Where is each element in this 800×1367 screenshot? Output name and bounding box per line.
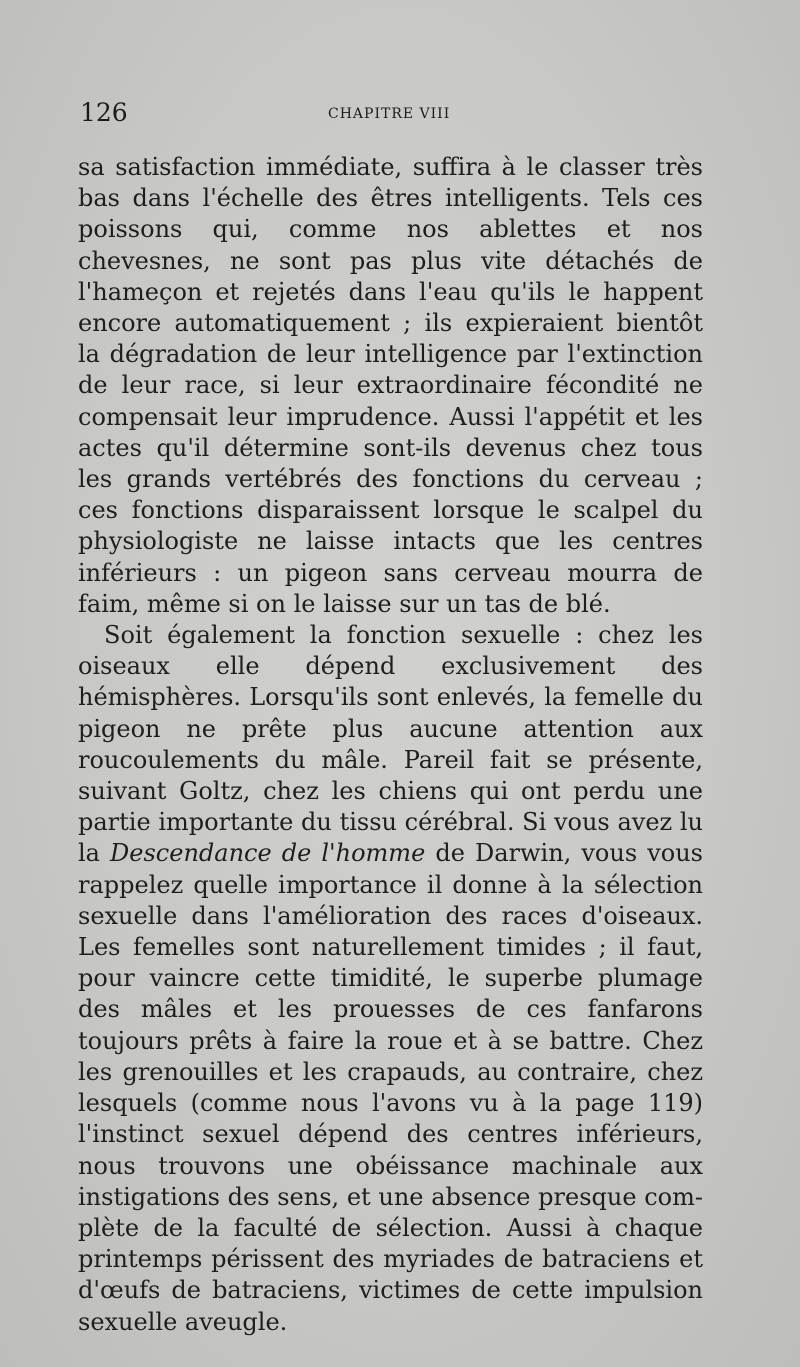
page-number: 126	[80, 98, 128, 127]
paragraph-text-before-title: Soit également la fonction sexuelle : chez les oiseaux elle dépend exclusivement des hémisphères. Lorsqu'ils sont enlevés, la femelle du pigeon ne prête plus aucune attention aux roucoulements du mâle. Pareil fait se présente, suivant Goltz, chez les chiens qui ont perdu une partie importante du tissu cérébral. Si vous avez lu la	[78, 621, 703, 868]
chapter-title: CHAPITRE VIII	[328, 106, 451, 122]
paragraph-sexual-function	[78, 620, 703, 1338]
paragraph-continuation: sa satisfaction immédiate, suffira à le classer très bas dans l'échelle des êtres intelligents. Tels ces poissons qui, comme nos ablettes et nos chevesnes, ne sont pas plus vite détachés de l'hameçon et rejetés dans l'eau qu'ils le happent encore automatiquement ; ils expieraient bientôt la dégradation de leur intelligence par l'extinction de leur race, si leur extraordinaire fécondité ne compensait leur imprudence. Aussi l'appétit et les actes qu'il détermine sont-ils devenus chez tous les grands vertébrés des fonctions du cerveau ; ces fonctions disparaissent lorsque le scalpel du physiologiste ne laisse intacts que les centres inférieurs : un pigeon sans cerveau mourra de faim, même si on le laisse sur un tas de blé.	[78, 153, 703, 618]
body-text	[78, 152, 703, 1338]
paragraph-text-after-title: de Darwin, vous vous rappelez quelle importance il donne à la sélection sexuelle dans l'amélioration des races d'oiseaux. Les femelles sont naturellement timides ; il faut, pour vaincre cette timidité, le superbe plumage des mâles et les prouesses de ces fanfarons toujours prêts à faire la roue et à se battre. Chez les grenouilles et les crapauds, au contraire, chez lesquels (comme nous l'avons vu à la page 119) l'instinct sexuel dépend des centres inférieurs, nous trouvons une obéissance machinale aux instigations des sens, et une absence presque complète de la faculté de sélection. Aussi à chaque printemps périssent des myriades de batraciens et d'œufs de batraciens, victimes de cette impulsion sexuelle aveugle.	[78, 839, 703, 1336]
running-head	[80, 98, 700, 134]
book-title-italic: Descendance de l'homme	[110, 839, 426, 868]
